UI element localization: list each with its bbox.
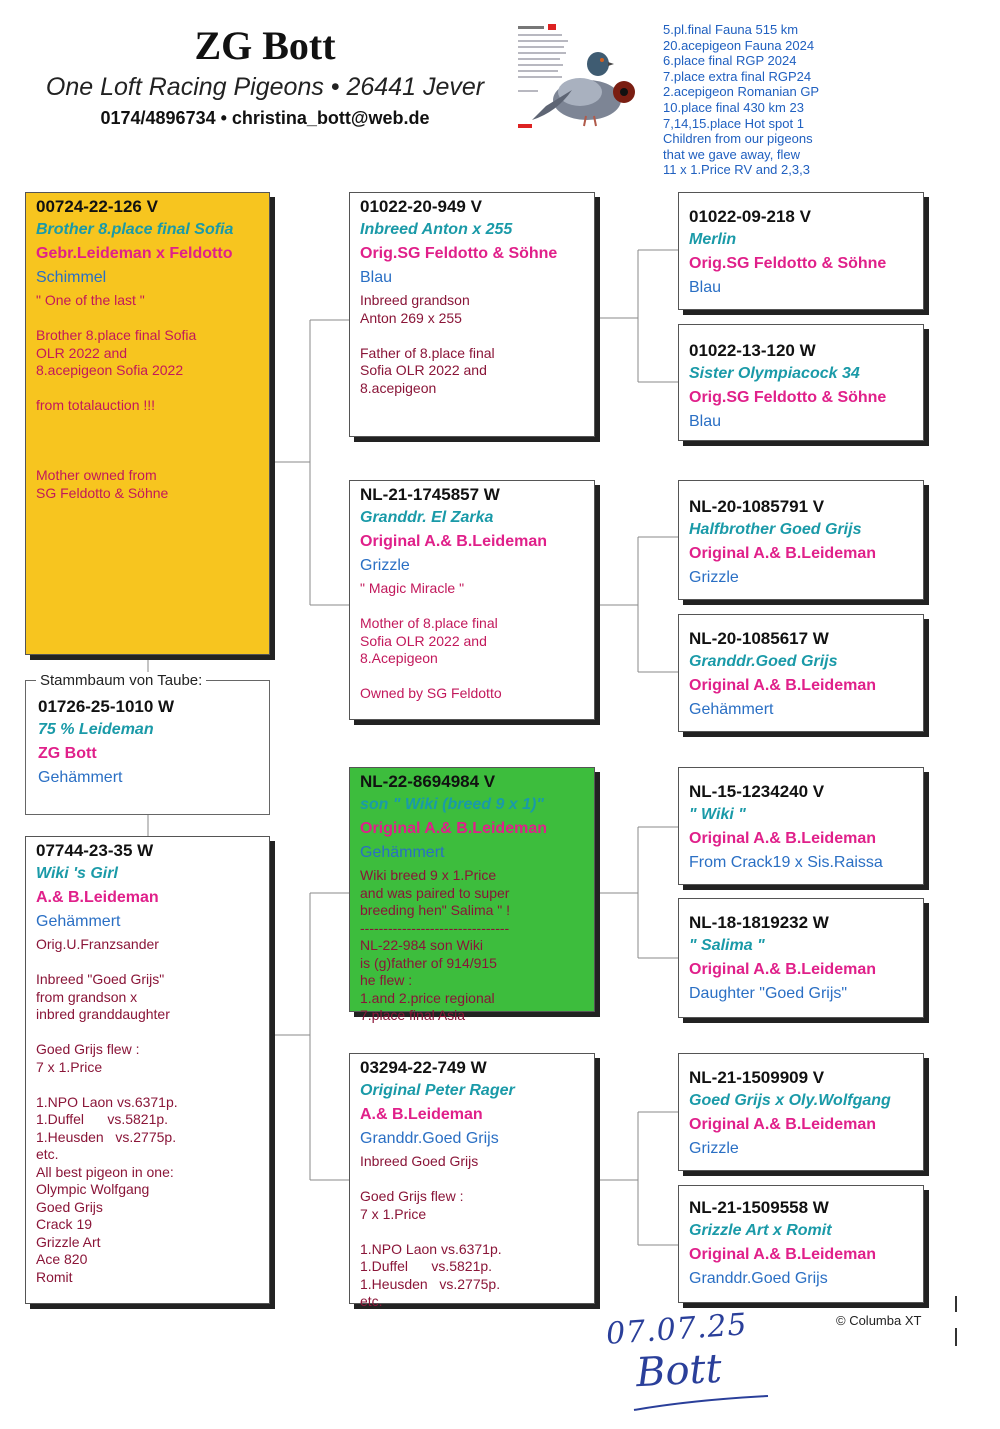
- pigeon-color: Grizzle: [689, 1140, 739, 1157]
- pedigree-card-subject: [25, 680, 270, 815]
- breeder: Orig.SG Feldotto & Söhne: [689, 389, 887, 406]
- pigeon-notes: Inbreed Goed Grijs Goed Grijs flew : 7 x 1.Price 1.NPO Laon vs.6371p. 1.Duffel vs.5821p. 1.Heusden vs.2775p. etc.: [360, 1153, 502, 1309]
- breeder: A.& B.Leideman: [360, 1106, 483, 1123]
- breeder: Orig.SG Feldotto & Söhne: [689, 255, 887, 272]
- pedigree-card-dam-dam: [349, 1053, 595, 1309]
- breeder: Original A.& B.Leideman: [360, 533, 547, 550]
- pigeon-name: Inbreed Anton x 255: [360, 221, 513, 238]
- achievement-item: 20.acepigeon Fauna 2024: [663, 37, 815, 53]
- pedigree-card-fmm: [678, 614, 924, 732]
- page-subtitle: One Loft Racing Pigeons • 26441 Jever: [45, 73, 485, 101]
- ring-number: 01726-25-1010 W: [38, 697, 175, 716]
- pigeon-name: Halfbrother Goed Grijs: [689, 521, 862, 538]
- contact-line: 0174/4896734 • christina_bott@web.de: [100, 108, 430, 128]
- achievement-item: 5.pl.final Fauna 515 km: [663, 22, 799, 37]
- ring-number: 00724-22-126 V: [36, 197, 158, 216]
- pigeon-name: Brother 8.place final Sofia: [36, 221, 234, 238]
- ring-number: 01022-20-949 V: [360, 197, 482, 216]
- pedigree-card-ffm: [678, 324, 924, 441]
- signature-underline-icon: [632, 1392, 772, 1416]
- achievements-list: [663, 22, 819, 178]
- handwritten-date: 07.07.25: [604, 1307, 749, 1352]
- pigeon-color: Gehämmert: [36, 913, 121, 930]
- pigeon-notes: Wiki breed 9 x 1.Price and was paired to super breeding hen" Salima " ! -------------------------------- NL-22-984 son Wiki is (g)father of 914/915 he flew : 1.and 2.price regional 7.place final Asia: [360, 867, 511, 1023]
- breeder: Gebr.Leideman x Feldotto: [36, 245, 233, 262]
- breeder: Original A.& B.Leideman: [689, 1116, 876, 1133]
- page-title: ZG Bott: [194, 23, 336, 68]
- pedigree-card-fmf: [678, 480, 924, 600]
- ring-number: NL-20-1085791 V: [689, 497, 825, 516]
- ring-number: NL-18-1819232 W: [689, 913, 829, 932]
- breeder: Original A.& B.Leideman: [689, 1246, 876, 1263]
- achievement-item: 10.place final 430 km 23: [663, 99, 804, 115]
- pigeon-color: Schimmel: [36, 269, 107, 286]
- pigeon-notes: " One of the last " Brother 8.place final Sofia OLR 2022 and 8.acepigeon Sofia 2022 from totalauction !!! Mother owned from SG Feldotto & Söhne: [36, 292, 197, 501]
- breeder: ZG Bott: [38, 745, 97, 762]
- pigeon-name: Granddr. El Zarka: [360, 509, 494, 526]
- pigeon-name: " Salima ": [689, 937, 765, 954]
- pigeon-color: Blau: [689, 413, 722, 430]
- achievement-item: 6.place final RGP 2024: [663, 53, 797, 69]
- ring-number: NL-21-1509558 W: [689, 1198, 829, 1217]
- signature-text: Bott: [634, 1345, 723, 1397]
- ring-number: NL-21-1745857 W: [360, 485, 500, 504]
- breeder: Original A.& B.Leideman: [689, 545, 876, 562]
- pigeon-color: Gehämmert: [360, 844, 445, 861]
- pedigree-subject-label: Stammbaum von Taube:: [36, 672, 206, 689]
- breeder: Original A.& B.Leideman: [689, 677, 876, 694]
- pedigree-card-mmm: [678, 1185, 924, 1303]
- pigeon-name: Granddr.Goed Grijs: [689, 653, 838, 670]
- ring-number: 01022-13-120 W: [689, 341, 816, 360]
- breeder: A.& B.Leideman: [36, 889, 159, 906]
- pigeon-color: Granddr.Goed Grijs: [360, 1130, 499, 1147]
- pigeon-name: " Wiki ": [689, 806, 746, 823]
- pigeon-name: Merlin: [689, 231, 737, 248]
- pedigree-card-mff: [678, 767, 924, 885]
- pigeon-color: Gehämmert: [689, 701, 774, 718]
- pigeon-color: Grizzle: [360, 557, 410, 574]
- ring-number: NL-15-1234240 V: [689, 782, 825, 801]
- pedigree-card-sire-dam: [349, 480, 595, 720]
- pigeon-name: Wiki 's Girl: [36, 865, 118, 882]
- pedigree-card-sire-sire: [349, 192, 595, 437]
- breeder: Orig.SG Feldotto & Söhne: [360, 245, 558, 262]
- pigeon-image-icon: [512, 20, 642, 138]
- handwritten-signature: [634, 1345, 723, 1397]
- pigeon-color: Gehämmert: [38, 769, 123, 786]
- ring-number: 01022-09-218 V: [689, 207, 811, 226]
- achievement-item: 7,14,15.place Hot spot 1: [663, 115, 804, 131]
- achievement-item: that we gave away, flew: [663, 146, 801, 162]
- copyright-text: © Columba XT: [836, 1313, 922, 1328]
- breeder: Original A.& B.Leideman: [689, 961, 876, 978]
- achievement-item: 11 x 1.Price RV and 2,3,3: [663, 162, 810, 178]
- pedigree-card-mmf: [678, 1053, 924, 1171]
- pigeon-color: Granddr.Goed Grijs: [689, 1270, 828, 1287]
- ring-number: NL-20-1085617 W: [689, 629, 829, 648]
- ring-number: NL-21-1509909 V: [689, 1068, 825, 1087]
- ring-number: NL-22-8694984 V: [360, 772, 496, 791]
- breeder: Original A.& B.Leideman: [689, 830, 876, 847]
- pedigree-card-father: [25, 192, 270, 655]
- pigeon-name: Sister Olympiacock 34: [689, 365, 860, 382]
- pigeon-notes: " Magic Miracle " Mother of 8.place final Sofia OLR 2022 and 8.Acepigeon Owned by SG Feldotto: [360, 580, 502, 701]
- pigeon-color: Grizzle: [689, 569, 739, 586]
- pigeon-name: Grizzle Art x Romit: [689, 1222, 832, 1239]
- pigeon-color: From Crack19 x Sis.Raissa: [689, 854, 883, 871]
- pigeon-color: Blau: [360, 269, 393, 286]
- ring-number: 03294-22-749 W: [360, 1058, 487, 1077]
- ring-number: 07744-23-35 W: [36, 841, 154, 860]
- pigeon-photo: [512, 20, 642, 138]
- pigeon-name: Original Peter Rager: [360, 1082, 515, 1099]
- pedigree-card-fff: [678, 192, 924, 310]
- pigeon-notes: Inbreed grandson Anton 269 x 255 Father of 8.place final Sofia OLR 2022 and 8.acepigeon: [360, 292, 495, 396]
- pigeon-notes: Orig.U.Franzsander Inbreed "Goed Grijs" from grandson x inbred granddaughter Goed Grijs flew : 7 x 1.Price 1.NPO Laon vs.6371p. 1.Duffel vs.5821p. 1.Heusden vs.2775p. etc. All best pigeon in one: Olympic Wolfgang Goed Grijs Crack 19 Grizzle Art Ace 820 Romit: [36, 936, 178, 1285]
- achievement-item: Children from our pigeons: [663, 131, 813, 147]
- pedigree-card-mfm: [678, 898, 924, 1018]
- pigeon-name: 75 % Leideman: [38, 721, 154, 738]
- pedigree-card-dam-sire: [349, 767, 595, 1023]
- pedigree-card-mother: [25, 836, 270, 1304]
- pigeon-color: Daughter "Goed Grijs": [689, 985, 848, 1002]
- pigeon-color: Blau: [689, 279, 722, 296]
- breeder: Original A.& B.Leideman: [360, 820, 547, 837]
- pigeon-name: Goed Grijs x Oly.Wolfgang: [689, 1092, 891, 1109]
- pigeon-name: son " Wiki (breed 9 x 1)": [360, 796, 544, 813]
- achievement-item: 7.place extra final RGP24: [663, 68, 812, 84]
- achievement-item: 2.acepigeon Romanian GP: [663, 84, 820, 100]
